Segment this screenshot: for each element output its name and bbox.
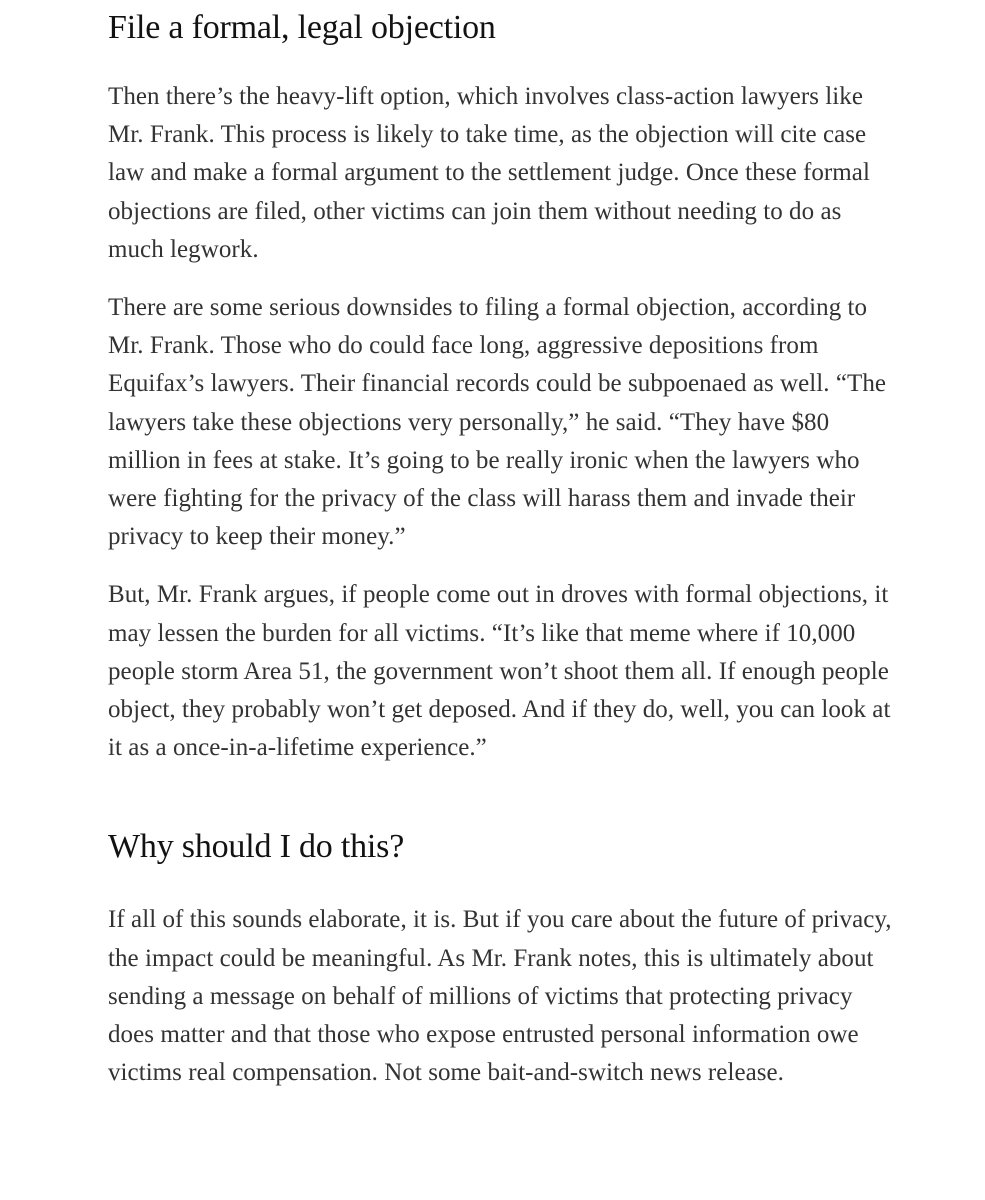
section-heading-why: Why should I do this?: [108, 828, 405, 866]
article-body: [108, 0, 898, 1092]
paragraph-impact: If all of this sounds elaborate, it is. But if you care about the future of privacy, the impact could be meaningful. As Mr. Frank notes, this is ultimately about sending a message on behalf of millions of victims that protecting privacy does matter and that those who expose entrusted personal information owe victims real compensation. Not some bait-and-switch news release.: [108, 906, 892, 1087]
section-heading-formal-objection: File a formal, legal objection: [108, 9, 496, 46]
paragraph-downsides: There are some serious downsides to filing a formal objection, according to Mr. Frank. Those who do could face long, aggressive depositions from Equifax’s lawyers. Their financial records could be subpoenaed as well. “The lawyers take these objections very personally,” he said. “They have $80 million in fees at stake. It’s going to be really ironic when the lawyers who were fighting for the privacy of the class will harass them and invade their privacy to keep their money.”: [108, 294, 887, 551]
paragraph-droves: But, Mr. Frank argues, if people come out in droves with formal objections, it may lessen the burden for all victims. “It’s like that meme where if 10,000 people storm Area 51, the government won’t shoot them all. If enough people object, they probably won’t get deposed. And if they do, well, you can look at it as a once-in-a-lifetime experience.”: [108, 581, 891, 762]
paragraph-heavy-lift-option: Then there’s the heavy-lift option, which involves class-action lawyers like Mr. Frank. This process is likely to take time, as the objection will cite case law and make a formal argument to the settlement judge. Once these formal objections are filed, other victims can join them without needing to do as much legwork.: [108, 83, 870, 263]
